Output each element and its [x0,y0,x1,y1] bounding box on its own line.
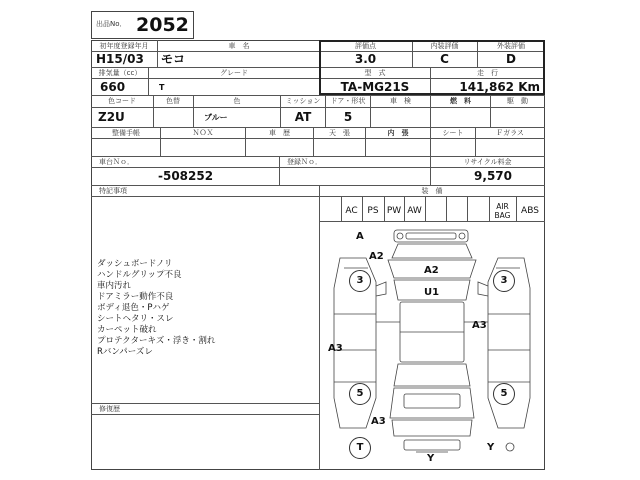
maintenance-book-label: 整備手帳 [112,129,140,137]
doors: 5 [343,110,353,124]
exterior-grade-label: 外装評価 [497,42,525,50]
registration-number-label: 登録Ｎｏ． [287,158,322,166]
model-label: 型 式 [364,69,386,77]
mark-roof-center: U1 [424,287,440,298]
year-label: 初年度登録年月 [99,42,149,50]
car-name: モコ [161,52,186,66]
equip-aw: AW [407,206,422,216]
repair-history-label: 修復歴 [99,405,120,413]
car-history-label: 車 歴 [269,129,290,137]
mark-roof: A2 [424,265,439,276]
spare-tire: T [349,437,371,459]
lot-number-label: 出品No． [96,20,127,28]
headliner-label: 天 張 [329,129,350,137]
interior-trim-label: 内 張 [387,129,409,137]
remark-line: ボディ退色・Pハゲ [97,303,170,313]
wheel-left-front: 3 [349,270,371,292]
interior-grade: C [440,52,449,66]
lot-number-box [91,11,194,39]
nox-label: ＮＯＸ [192,129,214,137]
exterior-grade: D [506,52,516,66]
doors-label: ドア・形状 [330,97,366,105]
mark-front-left: A2 [369,251,384,262]
equip-pw: PW [386,206,402,216]
overall-score: 3.0 [354,52,377,66]
transmission: AT [294,110,312,124]
recycle-fee: 9,570 [474,169,512,183]
grade: T [159,83,165,92]
mileage-label: 走 行 [477,69,498,77]
chassis-number-label: 車台Ｎｏ． [99,158,134,166]
mark-right-rear-y: Y [487,442,495,453]
displacement: 660 [100,80,126,94]
drive-label: 駆 動 [507,97,528,105]
displacement-label: 排気量（cc） [98,69,142,77]
fuel-label: 燃 料 [450,97,471,105]
equip-blank [467,201,489,221]
remark-line: ダッシュボードノリ [97,259,173,269]
lot-number: 2052 [136,14,189,36]
mark-rear-left: A3 [371,416,386,427]
seat-label: シート [442,129,464,137]
color-code-label: 色コード [108,97,136,105]
car-damage-diagram [320,222,544,469]
color-change-label: 色替 [166,97,180,105]
mark-left-side: A3 [328,343,343,354]
remark-line: シートヘタリ・スレ [97,314,174,324]
mark-right-side: A3 [472,320,487,331]
interior-grade-label: 内装評価 [430,42,459,50]
windshield-label: Ｆガラス [496,129,524,137]
remark-line: 車内汚れ [97,281,132,291]
equip-blank [446,201,467,221]
mission-label: ミッション [285,97,321,105]
score-label: 評価点 [355,42,376,50]
grade-label: グレード [220,69,248,77]
mark-front-hood: A [356,231,364,242]
model-code: TA-MG21S [340,80,410,94]
wheel-left-rear: 5 [349,383,371,405]
equip-ac: AC [345,206,358,216]
mark-rear-y: Y [427,453,435,464]
equip-ps: PS [367,206,379,216]
remark-line: ハンドルグリップ不良 [97,270,182,280]
remark-line: Rバンパーズレ [97,347,153,357]
color-label: 色 [233,97,241,105]
equipment-label: 装 備 [421,187,443,195]
equip-airbag: AIR BAG [494,202,511,220]
remark-line: ドアミラー動作不良 [97,292,174,302]
color-code: Z2U [98,110,125,124]
chassis-number: -508252 [158,169,214,183]
remarks-label: 特記事項 [99,187,127,195]
mileage: 141,862 Km [459,80,540,94]
remark-line: プロテクターキズ・浮き・割れ [97,336,216,346]
inspection-label: 車 検 [390,97,411,105]
equip-blank [425,201,446,221]
name-label: 車 名 [228,42,250,50]
equip-abs: ABS [521,206,539,216]
wheel-right-rear: 5 [493,383,515,405]
recycle-fee-label: リサイクル料金 [463,158,512,166]
wheel-right-front: 3 [493,270,515,292]
remark-line: カーペット破れ [97,325,157,335]
first-registration: H15/03 [96,52,144,66]
color: ブルー [204,113,228,122]
